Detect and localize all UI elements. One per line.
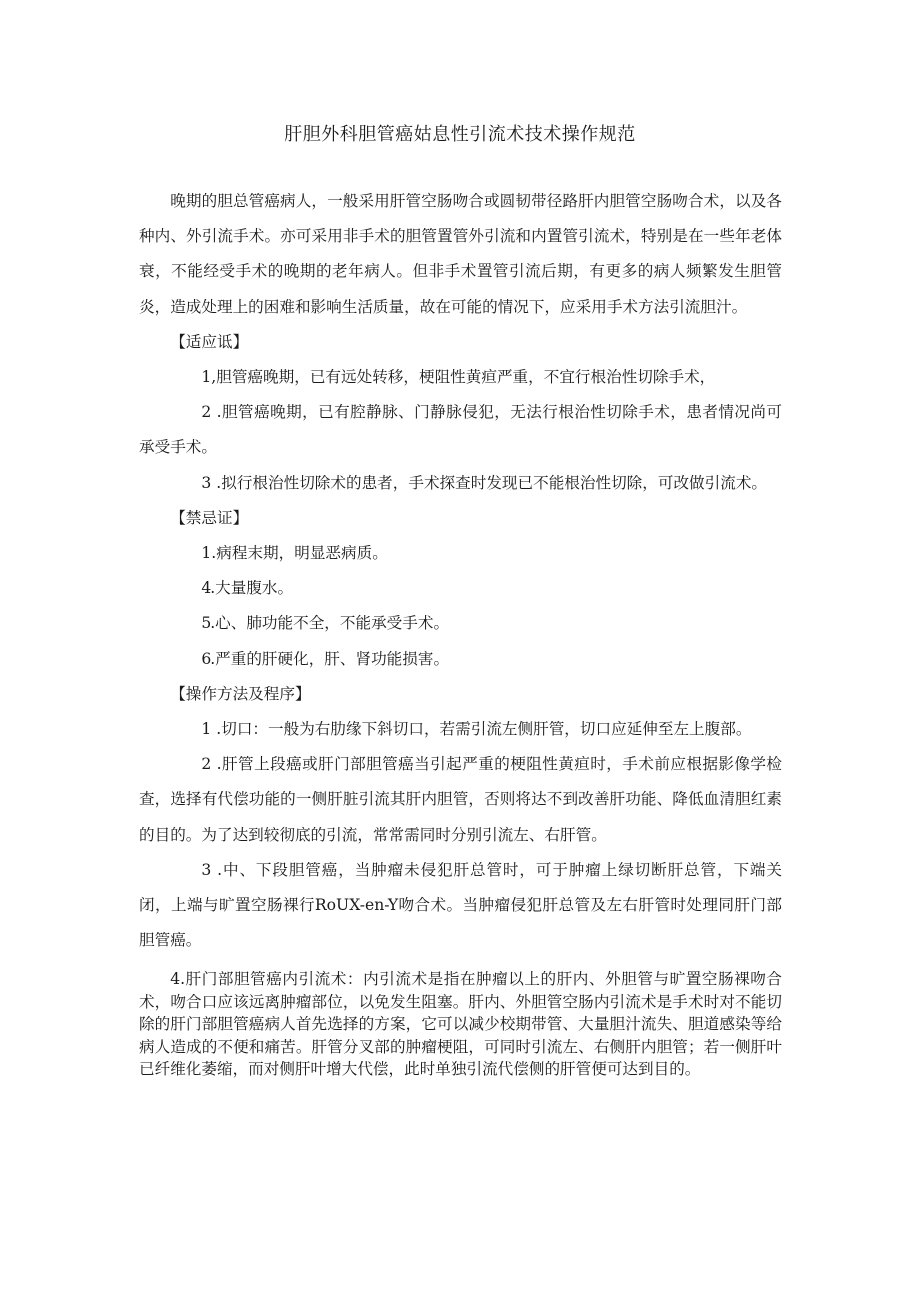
item-text: 胆管癌晚期，已有远处转移，梗阻性黄疸严重，不宜行根治性切除手术， xyxy=(216,368,716,387)
document-title: 肝胆外科胆管癌姑息性引流术技术操作规范 xyxy=(284,124,636,145)
indication-item xyxy=(139,395,782,465)
contraindication-item xyxy=(139,536,782,571)
item-number: 1. xyxy=(201,544,217,563)
indication-item xyxy=(139,466,782,501)
contraindications-heading: 【禁忌证】 xyxy=(170,508,249,527)
item-text: .中、下段胆管癌，当肿瘤未侵犯肝总管时，可于肿瘤上绿切断肝总管，下端关闭，上端与旷置空肠裸行RoUX-en-Y吻合术。当肿瘤侵犯肝总管及左右肝管时处理同肝门部胆管癌。 xyxy=(139,860,782,950)
indications-heading: 【适应诋】 xyxy=(170,332,249,351)
item-text: .切口：一般为右肋缘下斜切口，若需引流左侧肝管，切口应延伸至左上腹部。 xyxy=(216,720,752,739)
procedure-item xyxy=(139,712,782,747)
item-text: .拟行根治性切除术的患者，手术探查时发现已不能根治性切除，可改做引流术。 xyxy=(216,473,768,492)
item-number: 2 xyxy=(201,755,212,774)
item-number: 2 xyxy=(201,403,212,422)
item-text: .肝管上段癌或肝门部胆管癌当引起严重的梗阻性黄疸时，手术前应根据影像学检查，选择有代偿功能的一侧肝脏引流其肝内胆管，否则将达不到改善肝功能、降低血清胆红素的目的。为了达到较彻底的引流，常常需同时分别引流左、右肝管。 xyxy=(139,755,782,844)
item-number: 5 xyxy=(201,614,212,633)
procedure-item xyxy=(139,853,782,959)
procedure-item-4: 4.肝门部胆管癌内引流术：内引流术是指在肿瘤以上的肝内、外胆管与旷置空肠裸吻合术，吻合口应该远离肿瘤部位，以免发生阻塞。肝内、外胆管空肠内引流术是手术时对不能切除的肝门部胆管癌病人首先选择的方案，它可以减少校期带管、大量胆汁流失、胆道感染等给病人造成的不便和痛苦。肝管分叉部的肿瘤梗阻，可同时引流左、右侧肝内胆管；若一侧肝叶已纤维化萎缩，而对侧肝叶增大代偿，此时单独引流代偿侧的肝管便可达到目的。 xyxy=(139,970,782,1079)
procedure-item xyxy=(139,747,782,853)
indication-item xyxy=(139,360,782,395)
item-number: 3 xyxy=(201,473,212,492)
contraindication-item xyxy=(139,571,782,606)
procedure-heading: 【操作方法及程序】 xyxy=(170,684,311,703)
item-text: .大量腹水。 xyxy=(210,579,294,598)
item-number: 1, xyxy=(201,368,217,387)
item-text: 病程末期，明显恶病质。 xyxy=(216,544,388,563)
contraindication-item xyxy=(139,606,782,641)
item-number: 1 xyxy=(201,720,212,739)
item-number: 6 xyxy=(201,649,212,668)
item-text: .胆管癌晚期，已有腔静脉、门静脉侵犯，无法行根治性切除手术，患者情况尚可承受手术。 xyxy=(139,403,782,457)
document-body xyxy=(139,184,782,1097)
item-text: .心、肺功能不全，不能承受手术。 xyxy=(210,614,450,633)
contraindication-item xyxy=(139,642,782,677)
item-number: 3 xyxy=(201,860,212,879)
intro-paragraph: 晚期的胆总管癌病人，一般采用肝管空肠吻合或圆韧带径路肝内胆管空肠吻合术，以及各种内、外引流手术。亦可采用非手术的胆管置管外引流和内置管引流术，特别是在一些年老体衰，不能经受手术的晚期的老年病人。但非手术置管引流后期，有更多的病人频繁发生胆管炎，造成处理上的困难和影响生活质量，故在可能的情况下，应采用手术方法引流胆汁。 xyxy=(139,192,782,316)
item-text: .严重的肝硬化，肝、肾功能损害。 xyxy=(210,649,450,668)
item-number: 4 xyxy=(201,579,212,598)
